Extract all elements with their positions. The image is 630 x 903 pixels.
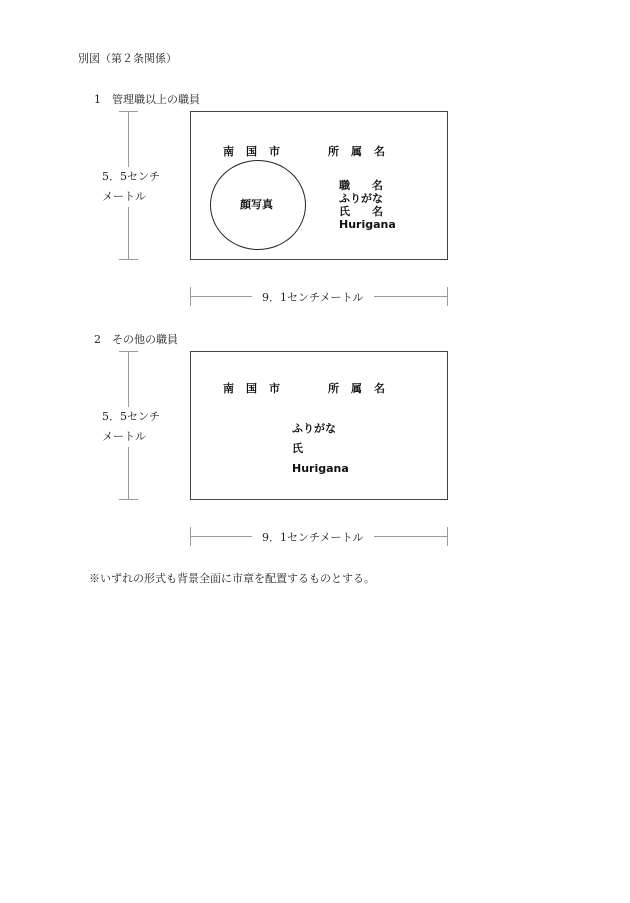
width-dimension-tick-left [190,527,191,546]
card-org-city: 南国市 [223,145,292,158]
id-card-staff [190,351,448,500]
width-dimension-tick-right [447,287,448,306]
card-org-city: 南国市 [223,382,292,395]
card-details [292,419,349,479]
height-dimension-tick-top [119,111,138,112]
card-name: 氏 [292,442,303,455]
card-details [339,179,396,231]
height-label: 5．5センチ メートル [102,407,160,447]
width-label: 9．1センチメートル [252,529,374,545]
card-org-dept: 所属名 [328,382,397,395]
card-position: 職 名 [339,179,383,192]
width-dimension-tick-left [190,287,191,306]
page-title: 別図（第２条関係） [78,52,177,65]
card-name: 氏 名 [339,205,383,218]
width-dimension-tick-right [447,527,448,546]
width-label: 9．1センチメートル [252,289,374,305]
id-card-manager [190,111,448,260]
card-org-dept: 所属名 [328,145,397,158]
card-furigana: ふりがな [339,192,383,205]
photo-label: 顔写真 [240,198,273,211]
height-dimension-tick-top [119,351,138,352]
section-2-heading: 2 その他の職員 [94,333,178,346]
card-furigana: ふりがな [292,422,336,435]
footnote: ※いずれの形式も背景全面に市章を配置するものとする。 [89,572,375,585]
height-dimension-tick-bottom [119,499,138,500]
height-dimension-tick-bottom [119,259,138,260]
section-1-heading: 1 管理職以上の職員 [94,93,200,106]
card-romaji: Hurigana [292,462,349,475]
height-label: 5．5センチ メートル [102,167,160,207]
card-romaji: Hurigana [339,218,396,231]
